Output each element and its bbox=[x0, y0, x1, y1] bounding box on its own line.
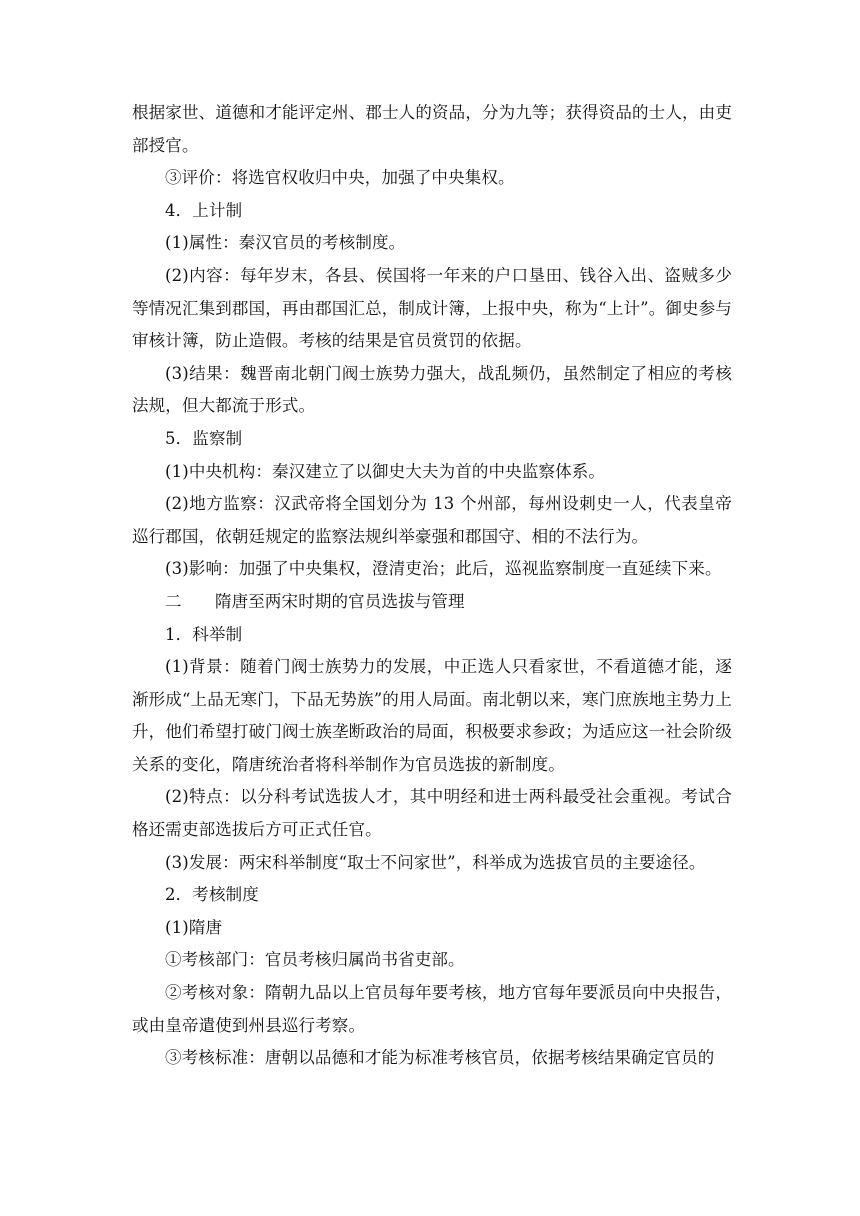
paragraph: (1)隋唐 bbox=[165, 917, 223, 937]
paragraph: 根据家世、道德和才能评定州、郡士人的资品，分为九等；获得资品的士人，由吏部授官。 bbox=[132, 103, 732, 155]
paragraph: (2)特点：以分科考试选拔人才，其中明经和进士两科最受社会重视。考试合格还需吏部选拔后方可正式任官。 bbox=[132, 787, 732, 840]
paragraph: ②考核对象：隋朝九品以上官员每年要考核，地方官每年要派员向中央报告，或由皇帝遣使到州县巡行考察。 bbox=[132, 983, 732, 1035]
paragraph: ③评价：将选官权收归中央，加强了中央集权。 bbox=[165, 168, 515, 188]
section-heading: 1．科举制 bbox=[165, 624, 243, 644]
paragraph: (1)背景：随着门阀士族势力的发展，中正选人只看家世，不看道德才能，逐渐形成“上品无寒门，下品无势族”的用人局面。南北朝以来，寒门庶族地主势力上升，他们希望打破门阀士族垄断政治的局面，积极要求参政；为适应这一社会阶级关系的变化，隋唐统治者将科举制作为官员选拔的新制度。 bbox=[132, 657, 732, 774]
paragraph: ③考核标准：唐朝以品德和才能为标准考核官员，依据考核结果确定官员的 bbox=[165, 1048, 715, 1068]
paragraph: ①考核部门：官员考核归属尚书省吏部。 bbox=[165, 950, 465, 970]
paragraph: (1)中央机构：秦汉建立了以御史大夫为首的中央监察体系。 bbox=[165, 461, 606, 481]
paragraph: (2)地方监察：汉武帝将全国划分为 13 个州部，每州设刺史一人，代表皇帝巡行郡国，依朝廷规定的监察法规纠举豪强和郡国守、相的不法行为。 bbox=[132, 494, 732, 546]
document-body bbox=[132, 97, 732, 1075]
section-heading: 4．上计制 bbox=[165, 200, 243, 220]
section-heading: 5．监察制 bbox=[165, 428, 243, 448]
paragraph: (1)属性：秦汉官员的考核制度。 bbox=[165, 233, 406, 253]
paragraph: (3)影响：加强了中央集权，澄清吏治；此后，巡视监察制度一直延续下来。 bbox=[165, 559, 722, 579]
paragraph: (3)结果：魏晋南北朝门阀士族势力强大，战乱频仍，虽然制定了相应的考核法规，但大都流于形式。 bbox=[132, 363, 732, 416]
chapter-heading: 二 隋唐至两宋时期的官员选拔与管理 bbox=[165, 591, 465, 611]
paragraph: (2)内容：每年岁末，各县、侯国将一年来的户口垦田、钱谷入出、盗贼多少等情况汇集到郡国，再由郡国汇总，制成计簿，上报中央，称为“上计”。御史参与审核计簿，防止造假。考核的结果是官员赏罚的依据。 bbox=[132, 265, 732, 351]
paragraph: (3)发展：两宋科举制度“取士不问家世”，科举成为选拔官员的主要途径。 bbox=[165, 852, 706, 872]
section-heading: 2．考核制度 bbox=[165, 885, 259, 905]
